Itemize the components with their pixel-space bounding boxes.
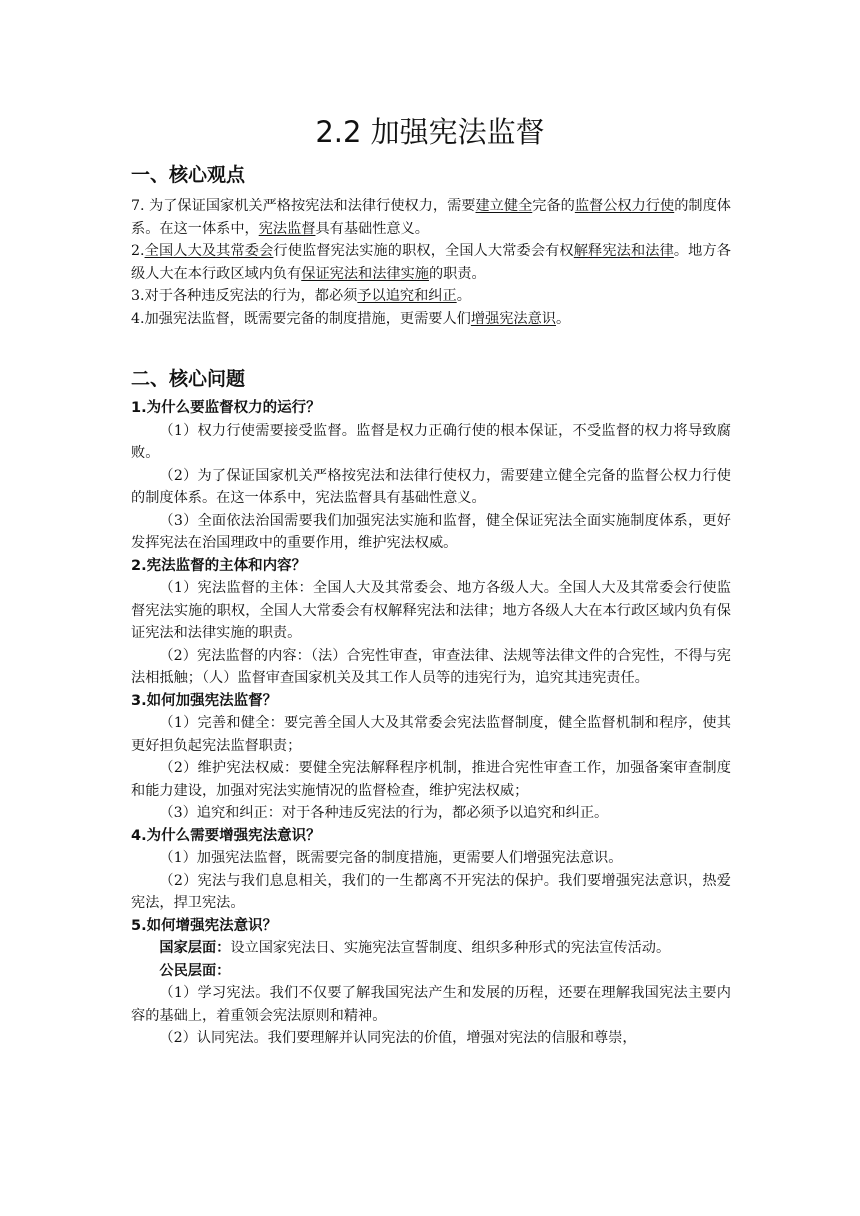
underlined-keyword: 宪法监督 xyxy=(258,220,316,237)
answer-paragraph: （2）认同宪法。我们要理解并认同宪法的价值，增强对宪法的信服和尊崇， xyxy=(159,1030,637,1046)
text-span: 。地方各级人大在本行政区域内负有 xyxy=(131,243,731,282)
text-span: 具有基础性意义。 xyxy=(315,220,429,237)
question-title: 3.如何加强宪法监督？ xyxy=(131,692,278,709)
text-span: 。 xyxy=(456,288,471,304)
section-heading-core-views: 一、核心观点 xyxy=(131,164,246,186)
core-view-item xyxy=(131,308,731,331)
text-span: 4.加强宪法监督，既需要完备的制度措施，更需要人们 xyxy=(131,310,471,327)
underlined-keyword: 建立健全 xyxy=(475,198,533,214)
underlined-keyword: 予以追究和纠正 xyxy=(357,288,457,304)
section-heading-core-questions: 二、核心问题 xyxy=(131,368,246,390)
question-title: 1.为什么要监督权力的运行？ xyxy=(131,400,321,416)
national-level-label: 国家层面： xyxy=(159,940,231,956)
answer-paragraph: （1）完善和健全：要完善全国人大及其常委会宪法监督制度，健全监督机制和程序，使其更好担负起宪法监督职责； xyxy=(131,715,731,754)
text-span: 的制度体系。在这一体系中， xyxy=(131,198,731,237)
core-view-item xyxy=(131,285,731,308)
core-view-item xyxy=(131,195,731,240)
underlined-keyword: 增强宪法意识 xyxy=(470,310,556,327)
answer-paragraph: （2）维护宪法权威：要健全宪法解释程序机制，推进合宪性审查工作，加强备案审查制度和能力建设，加强对宪法实施情况的监督检查，维护宪法权威； xyxy=(131,760,731,799)
question-title: 4.为什么需要增强宪法意识？ xyxy=(131,827,321,844)
text-span: 2. xyxy=(131,243,145,259)
answer-paragraph: （1）学习宪法。我们不仅要了解我国宪法产生和发展的历程，还要在理解我国宪法主要内容的基础上，着重领会宪法原则和精神。 xyxy=(131,985,731,1024)
answer-paragraph: （1）加强宪法监督，既需要完备的制度措施，更需要人们增强宪法意识。 xyxy=(159,850,623,866)
text-span: 。 xyxy=(556,310,571,327)
answer-paragraph: （1）宪法监督的主体：全国人大及其常委会、地方各级人大。全国人大及其常委会行使监督宪法实施的职权，全国人大常委会有权解释宪法和法律；地方各级人大在本行政区域内负有保证宪法和法律实施的职责。 xyxy=(131,580,731,641)
answer-paragraph: （2）为了保证国家机关严格按宪法和法律行使权力，需要建立健全完备的监督公权力行使的制度体系。在这一体系中，宪法监督具有基础性意义。 xyxy=(131,467,731,506)
citizen-level-paragraph xyxy=(131,960,731,983)
citizen-level-label: 公民层面： xyxy=(159,962,231,979)
answer-paragraph: （3）全面依法治国需要我们加强宪法实施和监督，健全保证宪法全面实施制度体系，更好发挥宪法在治国理政中的重要作用，维护宪法权威。 xyxy=(131,512,731,551)
underlined-keyword: 解释宪法和法律 xyxy=(573,243,674,259)
answer-paragraph: （3）追究和纠正：对于各种违反宪法的行为，都必须予以追究和纠正。 xyxy=(159,805,609,821)
text-span: 的职责。 xyxy=(428,265,486,282)
text-span: 3.对于各种违反宪法的行为，都必须 xyxy=(131,288,358,304)
national-level-text: 设立国家宪法日、实施宪法宣誓制度、组织多种形式的宪法宣传活动。 xyxy=(230,940,671,956)
page-title: 2.2 加强宪法监督 xyxy=(315,115,545,149)
underlined-keyword: 监督公权力行使 xyxy=(574,198,675,214)
core-views-block xyxy=(131,195,731,330)
core-questions-block xyxy=(131,397,731,1050)
core-view-item xyxy=(131,240,731,285)
text-span: 7. 为了保证国家机关严格按宪法和法律行使权力，需要 xyxy=(131,198,476,214)
answer-paragraph: （2）宪法监督的内容：（法）合宪性审查，审查法律、法规等法律文件的合宪性，不得与宪法相抵触；（人）监督审查国家机关及其工作人员等的违宪行为，追究其违宪责任。 xyxy=(131,647,731,686)
question-title: 2.宪法监督的主体和内容？ xyxy=(131,557,307,574)
underlined-keyword: 保证宪法和法律实施 xyxy=(301,265,429,282)
answer-paragraph: （1）权力行使需要接受监督。监督是权力正确行使的根本保证，不受监督的权力将导致腐败。 xyxy=(131,422,731,461)
underlined-keyword: 全国人大及其常委会 xyxy=(144,243,274,259)
text-span: 完备的 xyxy=(532,198,575,214)
text-span: 行使监督宪法实施的职权，全国人大常委会有权 xyxy=(273,243,574,259)
question-title: 5.如何增强宪法意识？ xyxy=(131,917,278,934)
national-level-paragraph xyxy=(131,937,731,960)
answer-paragraph: （2）宪法与我们息息相关，我们的一生都离不开宪法的保护。我们要增强宪法意识，热爱宪法，捍卫宪法。 xyxy=(131,872,731,911)
